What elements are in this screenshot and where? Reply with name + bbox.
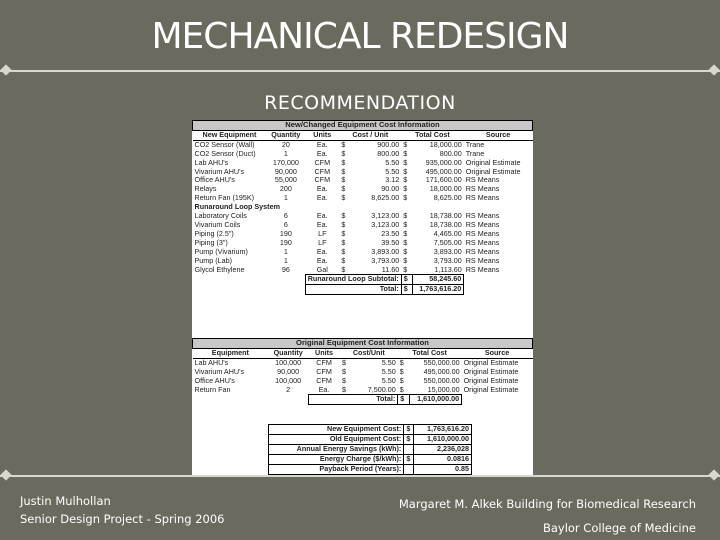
summary-currency	[404, 444, 414, 454]
slide-subtitle: RECOMMENDATION	[264, 92, 456, 114]
column-header: Total Cost	[401, 130, 464, 140]
column-header: Source	[462, 348, 533, 358]
section-title: Runaround Loop System	[194, 202, 280, 212]
table-row	[193, 386, 533, 395]
cell-units: Ea.	[316, 219, 328, 229]
spacer	[464, 275, 533, 285]
spacer	[193, 285, 306, 295]
spacer	[193, 275, 306, 285]
cell-source: RS Means	[465, 184, 500, 194]
cell-units: CFM	[314, 166, 331, 176]
cell-total: 171,600.00	[425, 175, 462, 185]
cell-cost: 5.50	[381, 357, 396, 367]
cell-cur: $	[341, 175, 346, 185]
column-headers	[193, 348, 533, 358]
summary-row	[269, 444, 472, 454]
cell-units: Ea.	[316, 139, 328, 149]
footer-building	[399, 492, 696, 540]
column-header: Quantity	[266, 130, 305, 140]
cell-source: RS Means	[465, 219, 500, 229]
cell-source: Trane	[465, 148, 485, 158]
cell-cost: 23.50	[381, 228, 400, 238]
cell-name: Piping (2.5")	[194, 228, 234, 238]
cell-cur: $	[341, 264, 346, 274]
runaround-subtotal-value: 58,245.60	[413, 275, 464, 285]
cell-units: CFM	[314, 175, 331, 185]
cell-units: Ea.	[316, 211, 328, 221]
cell-cur: $	[341, 228, 346, 238]
original-total-currency: $	[398, 395, 410, 405]
cell-cur2: $	[403, 255, 408, 265]
cell-total: 15,000.00	[427, 384, 460, 394]
cell-qty: 6	[283, 211, 288, 221]
cell-cur: $	[341, 384, 346, 394]
cell-source: RS Means	[465, 211, 500, 221]
cell-units: LF	[318, 228, 327, 238]
cell-total: 800.00	[439, 148, 462, 158]
original-total	[193, 395, 533, 405]
cell-qty: 1	[283, 246, 288, 256]
cell-units: Ea.	[316, 148, 328, 158]
column-header: Total Cost	[398, 348, 462, 358]
cell-cur2: $	[403, 246, 408, 256]
cell-cost: 3,123.00	[371, 211, 400, 221]
cell-total: 4,465.00	[433, 228, 462, 238]
summary-currency: $	[404, 434, 414, 444]
cell-cost: 11.60	[381, 264, 400, 274]
cell-cost: 3.12	[385, 175, 400, 185]
cell-cost: 3,123.00	[371, 219, 400, 229]
cell-units: Ea.	[316, 246, 328, 256]
original-total-value: 1,610,000.00	[410, 395, 462, 405]
summary-label: New Equipment Cost:	[269, 425, 404, 435]
cell-qty: 1	[283, 255, 288, 265]
cell-source: Original Estimate	[463, 384, 519, 394]
new-total-label: Total:	[305, 285, 401, 295]
cell-source: Original Estimate	[463, 375, 519, 385]
cell-total: 7,505.00	[433, 237, 462, 247]
cell-name: Pump (Vivarium)	[194, 246, 248, 256]
cell-cur2: $	[403, 228, 408, 238]
cell-source: Original Estimate	[465, 157, 521, 167]
cell-units: Ea.	[316, 255, 328, 265]
cell-total: 8,625.00	[433, 193, 462, 203]
cell-name: Office AHU's	[194, 375, 235, 385]
summary-label: Annual Energy Savings (kWh):	[269, 444, 404, 454]
cell-source: RS Means	[465, 175, 500, 185]
cell-cur: $	[341, 237, 346, 247]
cell-cur2: $	[403, 264, 408, 274]
cell-qty: 100,000	[275, 357, 302, 367]
cell-cur: $	[341, 148, 346, 158]
cell-source: RS Means	[465, 237, 500, 247]
cell-total: 935,000.00	[425, 157, 462, 167]
new-equipment-table	[192, 120, 533, 295]
original-table-header	[193, 339, 533, 349]
summary-value: 0.85	[414, 464, 472, 474]
cell-total: 550,000.00	[423, 375, 460, 385]
summary-currency: $	[404, 454, 414, 464]
cell-qty: 6	[283, 219, 288, 229]
cell-name: Vivarium Coils	[194, 219, 241, 229]
footer-author	[20, 492, 224, 528]
bottom-divider	[0, 475, 720, 477]
cell-cur2: $	[403, 184, 408, 194]
cell-cur2: $	[399, 366, 404, 376]
cell-cost: 5.50	[385, 157, 400, 167]
cell-cost: 5.50	[385, 166, 400, 176]
summary-row	[269, 425, 472, 435]
original-total-label: Total:	[308, 395, 398, 405]
cell-source: RS Means	[465, 264, 500, 274]
cell-cur2: $	[403, 237, 408, 247]
cell-total: 3,893.00	[433, 246, 462, 256]
summary-label: Payback Period (Years):	[269, 464, 404, 474]
cell-cur2: $	[403, 139, 408, 149]
summary-currency	[404, 464, 414, 474]
cell-cur: $	[341, 375, 346, 385]
summary-currency: $	[404, 425, 414, 435]
cell-cost: 7,500.00	[367, 384, 396, 394]
cell-cur2: $	[403, 166, 408, 176]
cell-cur2: $	[399, 357, 404, 367]
cell-qty: 190	[279, 237, 292, 247]
runaround-subtotal	[193, 275, 533, 285]
cell-cost: 5.50	[381, 375, 396, 385]
cell-cur: $	[341, 193, 346, 203]
cell-total: 18,738.00	[429, 219, 462, 229]
cell-qty: 96	[281, 264, 290, 274]
new-total-value: 1,763,616.20	[413, 285, 464, 295]
cell-units: LF	[318, 237, 327, 247]
cell-cur2: $	[399, 384, 404, 394]
cell-cur: $	[341, 357, 346, 367]
summary-row	[269, 434, 472, 444]
cell-name: Office AHU's	[194, 175, 235, 185]
cell-name: Piping (3")	[194, 237, 228, 247]
cell-units: CFM	[316, 357, 332, 367]
cell-cur: $	[341, 219, 346, 229]
cell-source: RS Means	[465, 193, 500, 203]
new-table-header	[193, 121, 533, 131]
cell-source: Original Estimate	[465, 166, 521, 176]
summary-label: Old Equipment Cost:	[269, 434, 404, 444]
cell-qty: 170,000	[272, 157, 299, 167]
column-headers	[193, 130, 533, 140]
column-header: Cost / Unit	[339, 130, 401, 140]
cell-total: 3,793.00	[433, 255, 462, 265]
top-divider	[0, 70, 720, 72]
cell-qty: 20	[281, 139, 290, 149]
cell-cur2: $	[403, 219, 408, 229]
cell-total: 495,000.00	[425, 166, 462, 176]
slide-title: MECHANICAL REDESIGN	[151, 16, 569, 57]
cell-name: CO2 Sensor (Duct)	[194, 148, 256, 158]
column-header: New Equipment	[193, 130, 267, 140]
cell-name: Laboratory Coils	[194, 211, 247, 221]
cell-cur: $	[341, 246, 346, 256]
cell-cost: 3,893.00	[371, 246, 400, 256]
table-header-title: New/Changed Equipment Cost Information	[193, 121, 533, 131]
author-name: Justin Mulhollan	[20, 494, 111, 508]
cell-cost: 800.00	[377, 148, 400, 158]
cell-source: Original Estimate	[463, 357, 519, 367]
cell-qty: 1	[283, 193, 288, 203]
summary-value: 1,610,000.00	[414, 434, 472, 444]
spacer	[462, 395, 533, 405]
cell-source: RS Means	[465, 246, 500, 256]
column-header: Units	[305, 130, 339, 140]
cell-cur: $	[341, 255, 346, 265]
cell-units: CFM	[316, 366, 332, 376]
column-header: Quantity	[268, 348, 308, 358]
column-header: Equipment	[193, 348, 269, 358]
cell-cur2: $	[403, 148, 408, 158]
cell-qty: 90,000	[274, 166, 297, 176]
new-total-currency: $	[401, 285, 412, 295]
spacer	[193, 395, 309, 405]
column-header: Cost/Unit	[340, 348, 398, 358]
cell-total: 495,000.00	[423, 366, 460, 376]
cell-cur: $	[341, 166, 346, 176]
cell-cost: 8,625.00	[371, 193, 400, 203]
cell-cur2: $	[403, 175, 408, 185]
cell-qty: 190	[279, 228, 292, 238]
column-header: Source	[464, 130, 533, 140]
summary-label: Energy Charge ($/kWh):	[269, 454, 404, 464]
summary-row	[269, 454, 472, 464]
cell-cost: 90.00	[381, 184, 400, 194]
cell-units: Ea.	[318, 384, 330, 394]
cell-total: 18,000.00	[429, 184, 462, 194]
cell-units: Ea.	[316, 193, 328, 203]
cell-name: Return Fan (195K)	[194, 193, 255, 203]
cell-total: 550,000.00	[423, 357, 460, 367]
original-equipment-table	[192, 338, 533, 405]
column-header: Units	[308, 348, 340, 358]
table-header-title: Original Equipment Cost Information	[193, 339, 533, 349]
cell-source: Trane	[465, 139, 485, 149]
cell-units: Gal	[316, 264, 328, 274]
college-name: Baylor College of Medicine	[542, 521, 696, 535]
spacer	[464, 285, 533, 295]
cell-qty: 1	[283, 148, 288, 158]
cell-cur: $	[341, 139, 346, 149]
project-name: Senior Design Project - Spring 2006	[20, 512, 225, 526]
cell-cost: 5.50	[381, 366, 396, 376]
cell-qty: 100,000	[275, 375, 302, 385]
cell-cost: 900.00	[377, 139, 400, 149]
cell-name: CO2 Sensor (Wall)	[194, 139, 255, 149]
cell-cur: $	[341, 184, 346, 194]
cell-total: 18,000.00	[429, 139, 462, 149]
cell-cur: $	[341, 211, 346, 221]
cell-units: CFM	[314, 157, 331, 167]
cell-cur2: $	[403, 211, 408, 221]
cell-cur2: $	[403, 193, 408, 203]
cell-cur: $	[341, 157, 346, 167]
cell-name: Return Fan	[194, 384, 231, 394]
payback-summary-table	[268, 424, 472, 475]
cell-name: Lab AHU's	[194, 157, 229, 167]
cell-source: RS Means	[465, 228, 500, 238]
cell-qty: 2	[286, 384, 291, 394]
cell-cur: $	[341, 366, 346, 376]
cell-cur2: $	[403, 157, 408, 167]
cell-name: Pump (Lab)	[194, 255, 233, 265]
summary-value: 1,763,616.20	[414, 425, 472, 435]
cost-spreadsheet	[192, 120, 533, 476]
building-name: Margaret M. Alkek Building for Biomedical Research	[398, 497, 696, 511]
cell-units: CFM	[316, 375, 332, 385]
runaround-subtotal-currency: $	[401, 275, 412, 285]
cell-name: Vivarium AHU's	[194, 366, 245, 376]
summary-value: 2,236,028	[414, 444, 472, 454]
cell-source: Original Estimate	[463, 366, 519, 376]
summary-row	[269, 464, 472, 474]
cell-qty: 90,000	[277, 366, 300, 376]
cell-qty: 200	[279, 184, 292, 194]
cell-name: Relays	[194, 184, 217, 194]
cell-units: Ea.	[316, 184, 328, 194]
cell-name: Lab AHU's	[194, 357, 229, 367]
cell-cost: 3,793.00	[371, 255, 400, 265]
cell-cur2: $	[399, 375, 404, 385]
cell-total: 18,738.00	[429, 211, 462, 221]
cell-cost: 39.50	[381, 237, 400, 247]
cell-source: RS Means	[465, 255, 500, 265]
new-total	[193, 285, 533, 295]
summary-value: 0.0816	[414, 454, 472, 464]
runaround-subtotal-label: Runaround Loop Subtotal:	[305, 275, 401, 285]
cell-name: Vivarium AHU's	[194, 166, 245, 176]
cell-qty: 55,000	[274, 175, 297, 185]
cell-name: Glycol Ethylene	[194, 264, 245, 274]
cell-total: 1,113.60	[434, 264, 462, 274]
